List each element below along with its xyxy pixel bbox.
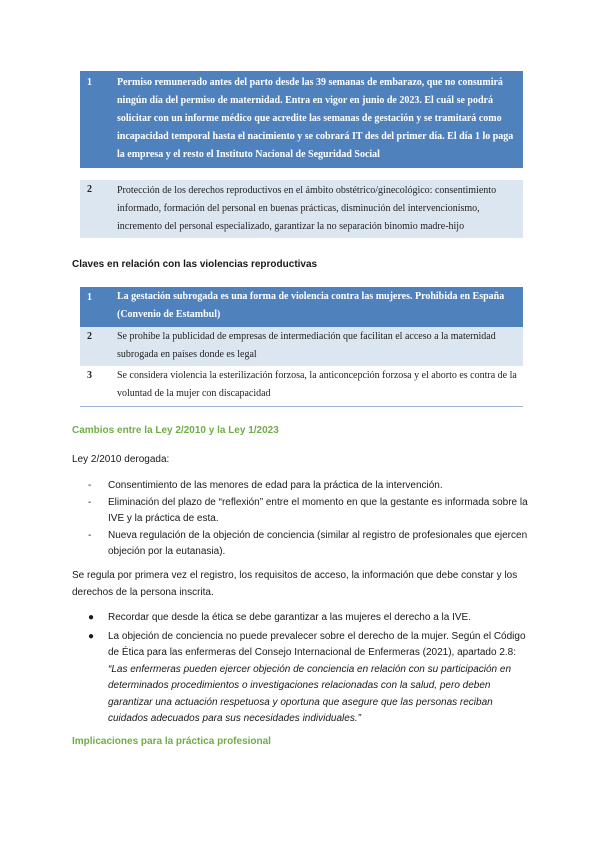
- table-row: [80, 180, 523, 238]
- table-row: [80, 287, 523, 327]
- section-heading-violencias: Claves en relación con las violencias reproductivas: [72, 259, 318, 270]
- dash-marker: -: [88, 480, 92, 491]
- bullet-marker: ●: [88, 630, 95, 642]
- row-number: 2: [87, 184, 92, 195]
- registro-paragraph: Se regula por primera vez el registro, los requisitos de acceso, la información que debe constar y los derechos de la persona inscrita.: [72, 570, 518, 598]
- row-text: Se prohíbe la publicidad de empresas de intermediación que facilitan el acceso a la maternidad subrogada en países donde es legal: [117, 331, 496, 360]
- section-heading-cambios: Cambios entre la Ley 2/2010 y la Ley 1/2023: [72, 425, 279, 436]
- bullet-marker: ●: [88, 612, 95, 623]
- list-item: [88, 528, 528, 561]
- row-text: La gestación subrogada es una forma de violencia contra las mujeres. Prohibida en España (Convenio de Estambul): [117, 291, 505, 320]
- row-text: Se considera violencia la esterilización forzosa, la anticoncepción forzosa y el aborto es contra de la voluntad de la mujer con discapacidad: [117, 370, 517, 399]
- row-text: Protección de los derechos reproductivos en el ámbito obstétrico/ginecológico: consentimiento informado, formación del personal en buenas prácticas, disminución del intervencionismo, incremento del personal especializado, garantizar la no separación binomio madre-hijo: [117, 185, 497, 232]
- violencias-table: [80, 287, 523, 407]
- list-item-text: Eliminación del plazo de “reflexión” entre el momento en que la gestante es informada sobre la IVE y la práctica de esta.: [108, 496, 528, 524]
- row-number: 1: [87, 77, 92, 88]
- permiso-table: [80, 71, 523, 238]
- dash-list: [88, 478, 528, 561]
- list-item-text: La objeción de conciencia no puede prevalecer sobre el derecho de la mujer. Según el Código de Ética para las enfermeras del Consejo Internacional de Enfermeras (2021), apartado 2.8:: [108, 630, 526, 658]
- table-spacer: [80, 168, 523, 180]
- list-item: [88, 495, 528, 528]
- list-item-text: Nueva regulación de la objeción de conciencia (similar al registro de profesionales que ejercen objeción por la eutanasia).: [108, 529, 528, 557]
- row-number: 3: [87, 370, 92, 381]
- dash-marker: -: [88, 496, 92, 508]
- list-item-text: Recordar que desde la ética se debe garantizar a las mujeres el derecho a la IVE.: [108, 612, 471, 623]
- list-item-text: Consentimiento de las menores de edad para la práctica de la intervención.: [108, 480, 443, 491]
- bullet-list: [88, 610, 528, 728]
- row-number: 2: [87, 331, 92, 342]
- list-item: [88, 629, 528, 728]
- dash-marker: -: [88, 529, 92, 541]
- list-item: [88, 478, 528, 495]
- ley-derogada-label: Ley 2/2010 derogada:: [72, 454, 170, 465]
- table-row: [80, 327, 523, 366]
- row-number: 1: [87, 292, 92, 303]
- table-row: [80, 71, 523, 168]
- row-text: Permiso remunerado antes del parto desde las 39 semanas de embarazo, que no consumirá ningún día del permiso de maternidad. Entra en vigor en junio de 2023. El cuál se podrá solicitar con un informe médico que acredite las semanas de gestación y se tramitará como incapacidad temporal hasta el nacimiento y se cobrará IT des del primer día. El día 1 lo paga la empresa y el resto el Instituto Nacional de Seguridad Social: [117, 77, 514, 160]
- section-heading-implicaciones: Implicaciones para la práctica profesional: [72, 736, 271, 747]
- list-item: [88, 610, 528, 627]
- table-row: [80, 366, 523, 407]
- ethics-code-quote: “Las enfermeras pueden ejercer objeción de conciencia en relación con su participación en determinados procedimientos o investigaciones relacionadas con la salud, pero deben garantizar una actuación respetuosa y oportuna que asegure que las personas reciban cuidados adecuados para sus necesidades individuales.”: [108, 663, 512, 724]
